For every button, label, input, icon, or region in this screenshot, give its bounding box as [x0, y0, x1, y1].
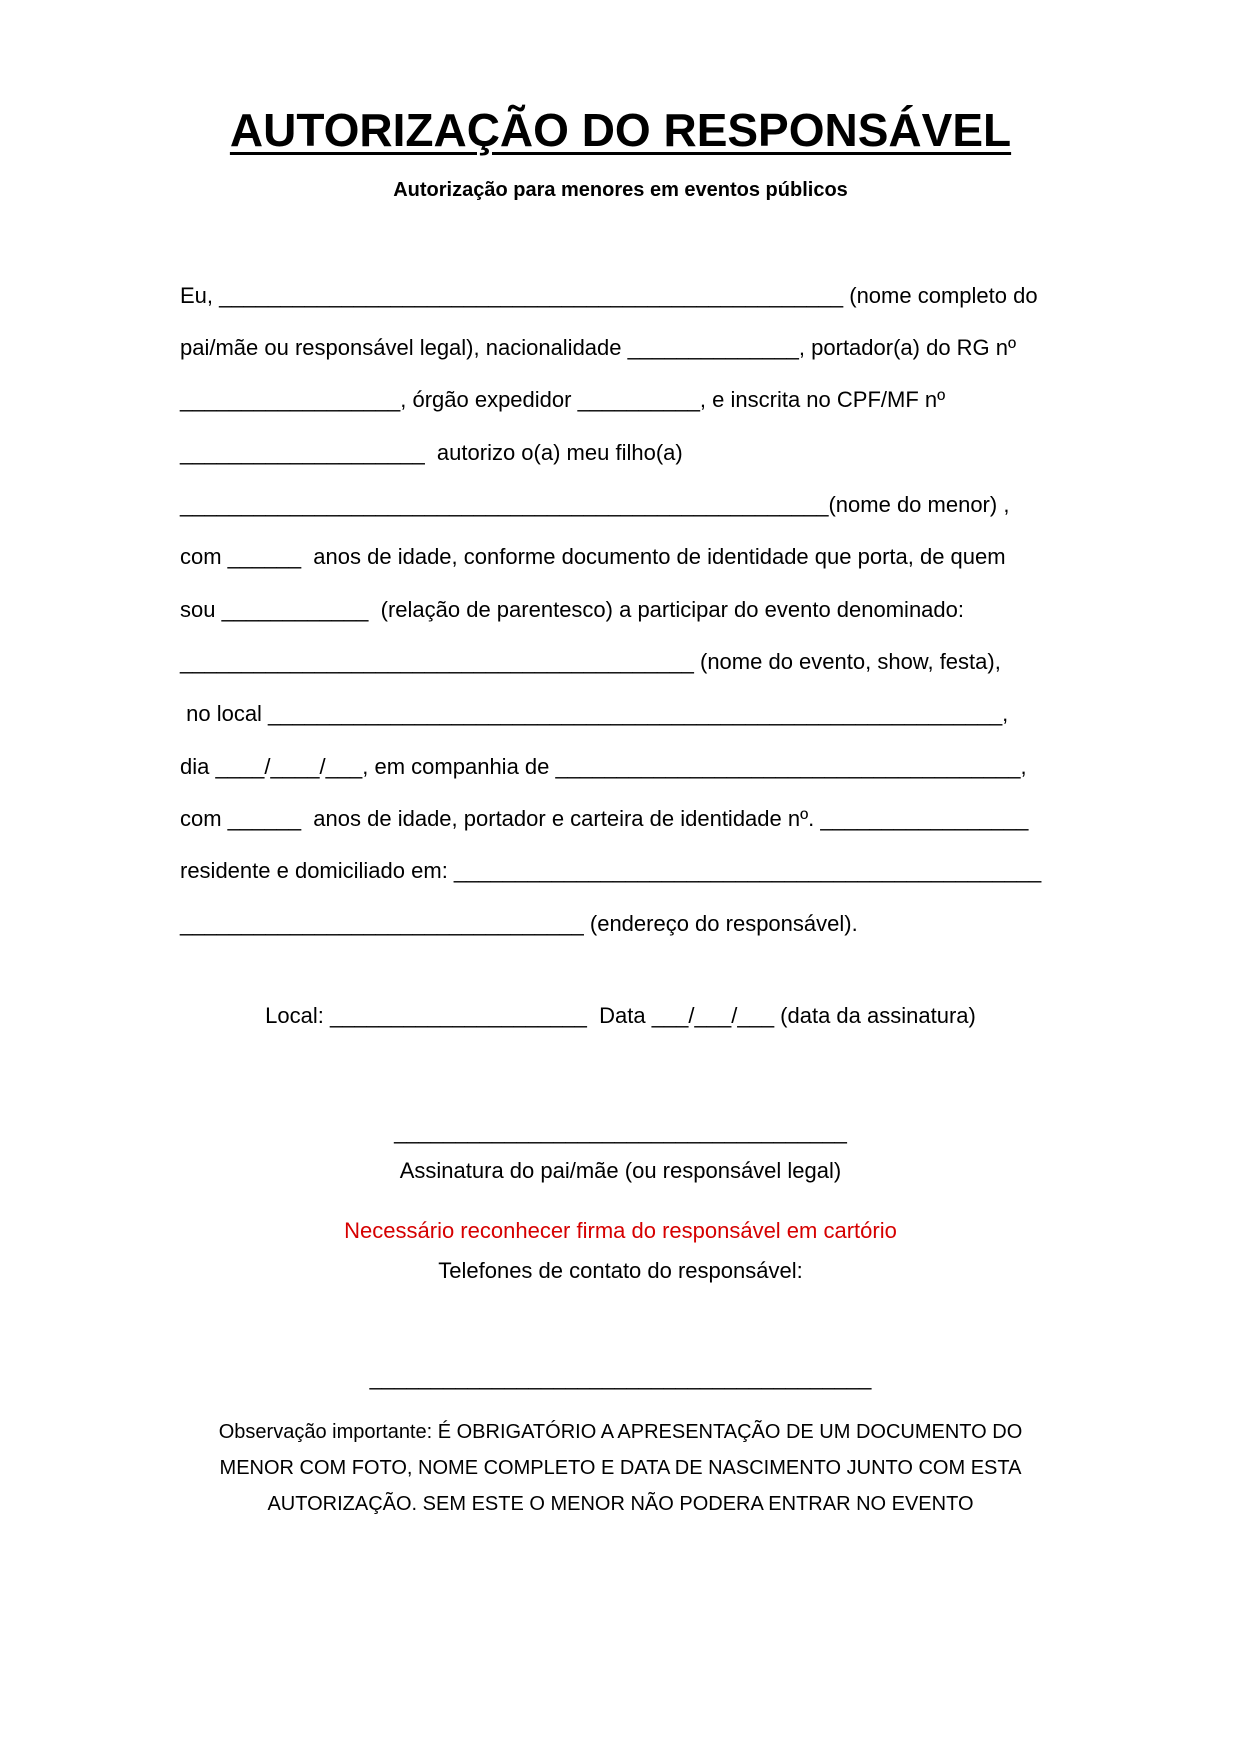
- observation-line: AUTORIZAÇÃO. SEM ESTE O MENOR NÃO PODERA ENTRAR NO EVENTO: [267, 1493, 974, 1515]
- document-title: AUTORIZAÇÃO DO RESPONSÁVEL: [229, 104, 1012, 156]
- contact-line: _________________________________________: [369, 1365, 872, 1390]
- document-subtitle: Autorização para menores em eventos públicos: [393, 179, 848, 201]
- body-line: ____________________ autorizo o(a) meu filho(a): [180, 440, 683, 465]
- local-date-line: Local: _____________________ Data ___/___/___ (data da assinatura): [265, 1003, 976, 1028]
- observation-line: Observação importante: É OBRIGATÓRIO A APRESENTAÇÃO DE UM DOCUMENTO DO: [218, 1421, 1023, 1443]
- notary-notice: Necessário reconhecer firma do responsável em cartório: [344, 1218, 897, 1243]
- signature-label: Assinatura do pai/mãe (ou responsável legal): [399, 1158, 842, 1183]
- body-line: __________________________________________ (nome do evento, show, festa),: [180, 649, 1001, 674]
- contact-label: Telefones de contato do responsável:: [438, 1258, 803, 1283]
- body-line: pai/mãe ou responsável legal), nacionalidade ______________, portador(a) do RG nº: [180, 335, 1017, 360]
- body-line: sou ____________ (relação de parentesco) a participar do evento denominado:: [180, 597, 964, 622]
- body-line: _____________________________________________________(nome do menor) ,: [180, 492, 1010, 517]
- body-line: com ______ anos de idade, portador e carteira de identidade nº. _________________: [180, 806, 1029, 831]
- body-line: no local ____________________________________________________________,: [180, 701, 1009, 726]
- body-line: _________________________________ (endereço do responsável).: [180, 911, 858, 936]
- observation-line: MENOR COM FOTO, NOME COMPLETO E DATA DE NASCIMENTO JUNTO COM ESTA: [219, 1457, 1022, 1479]
- body-line: residente e domiciliado em: ________________________________________________: [180, 858, 1042, 883]
- body-line: com ______ anos de idade, conforme documento de identidade que porta, de quem: [180, 544, 1006, 569]
- signature-line: _____________________________________: [394, 1119, 847, 1144]
- body-line: __________________, órgão expedidor __________, e inscrita no CPF/MF nº: [180, 387, 946, 412]
- body-line: dia ____/____/___, em companhia de ______________________________________,: [180, 754, 1027, 779]
- body-line: Eu, ___________________________________________________ (nome completo do: [180, 283, 1038, 308]
